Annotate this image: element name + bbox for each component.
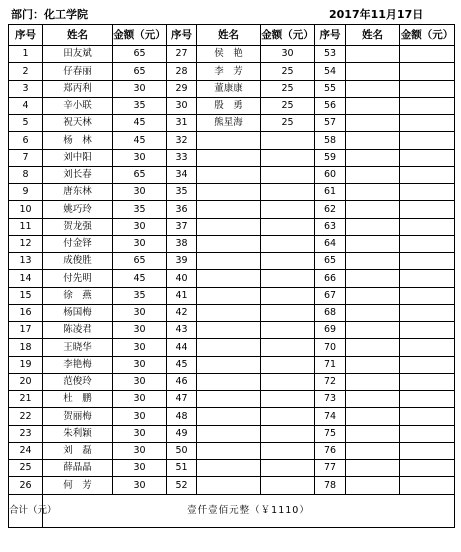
table-cell [346, 373, 400, 390]
table-cell: 70 [315, 339, 346, 356]
table-row [9, 218, 455, 235]
table-cell: 唐东林 [43, 184, 113, 201]
table-cell [400, 322, 455, 339]
table-cell [400, 373, 455, 390]
table-cell: 30 [113, 391, 167, 408]
table-cell: 30 [113, 339, 167, 356]
department-label: 部门：化工学院 [11, 8, 88, 21]
table-cell [261, 477, 315, 494]
table-cell [346, 63, 400, 80]
table-cell: 25 [261, 97, 315, 114]
table-cell: 39 [167, 253, 197, 270]
table-cell: 44 [167, 339, 197, 356]
table-cell: 25 [261, 63, 315, 80]
table-cell: 64 [315, 235, 346, 252]
table-cell: 李艳梅 [43, 356, 113, 373]
table-cell: 8 [9, 166, 43, 183]
table-cell [346, 322, 400, 339]
table-cell [400, 80, 455, 97]
table-cell: 43 [167, 322, 197, 339]
table-cell [346, 97, 400, 114]
table-cell [346, 115, 400, 132]
table-cell: 45 [113, 115, 167, 132]
table-row [9, 391, 455, 408]
table-row [9, 46, 455, 63]
table-cell: 66 [315, 270, 346, 287]
table-cell: 3 [9, 80, 43, 97]
table-cell: 41 [167, 287, 197, 304]
table-cell [197, 287, 261, 304]
table-row [9, 408, 455, 425]
table-cell: 6 [9, 132, 43, 149]
table-cell [346, 408, 400, 425]
column-header: 序号 [9, 25, 43, 46]
table-cell: 76 [315, 442, 346, 459]
table-cell: 57 [315, 115, 346, 132]
table-cell [261, 322, 315, 339]
table-cell [197, 339, 261, 356]
table-cell: 55 [315, 80, 346, 97]
table-cell: 何 芳 [43, 477, 113, 494]
table-cell: 26 [9, 477, 43, 494]
table-cell: 30 [113, 442, 167, 459]
table-cell: 李 芳 [197, 63, 261, 80]
table-row [9, 460, 455, 477]
column-header: 金额（元） [261, 25, 315, 46]
table-cell [346, 477, 400, 494]
table-row [9, 356, 455, 373]
table-cell [346, 132, 400, 149]
table-cell [400, 166, 455, 183]
table-cell [261, 408, 315, 425]
table-row [9, 373, 455, 390]
table-cell [346, 80, 400, 97]
table-cell: 75 [315, 425, 346, 442]
table-row [9, 166, 455, 183]
table-cell: 熊星海 [197, 115, 261, 132]
table-cell: 30 [113, 184, 167, 201]
table-cell: 14 [9, 270, 43, 287]
table-cell: 杨国梅 [43, 304, 113, 321]
column-header: 姓名 [197, 25, 261, 46]
table-cell: 杨 林 [43, 132, 113, 149]
table-cell [197, 304, 261, 321]
column-header: 序号 [167, 25, 197, 46]
table-cell: 30 [113, 408, 167, 425]
table-cell: 23 [9, 425, 43, 442]
table-cell: 37 [167, 218, 197, 235]
table-cell: 25 [261, 115, 315, 132]
table-row [9, 322, 455, 339]
table-cell [197, 253, 261, 270]
table-row [9, 97, 455, 114]
table-cell [346, 425, 400, 442]
table-cell [346, 304, 400, 321]
table-cell: 郑丙利 [43, 80, 113, 97]
table-cell: 30 [113, 460, 167, 477]
table-cell [197, 408, 261, 425]
table-cell: 30 [113, 304, 167, 321]
table-cell [346, 391, 400, 408]
table-cell [261, 149, 315, 166]
table-cell: 32 [167, 132, 197, 149]
table-cell: 18 [9, 339, 43, 356]
table-cell [400, 287, 455, 304]
table-cell [346, 460, 400, 477]
table-row [9, 63, 455, 80]
table-row [9, 80, 455, 97]
table-cell [197, 201, 261, 218]
table-cell [197, 166, 261, 183]
table-cell: 30 [113, 218, 167, 235]
table-cell: 30 [113, 477, 167, 494]
table-cell: 67 [315, 287, 346, 304]
table-cell [346, 166, 400, 183]
table-cell: 16 [9, 304, 43, 321]
table-cell: 刘中阳 [43, 149, 113, 166]
table-cell: 53 [315, 46, 346, 63]
table-cell: 7 [9, 149, 43, 166]
table-cell: 贺丽梅 [43, 408, 113, 425]
table-cell: 贺龙强 [43, 218, 113, 235]
table-cell [197, 391, 261, 408]
table-cell [197, 425, 261, 442]
table-cell: 30 [113, 235, 167, 252]
table-cell: 12 [9, 235, 43, 252]
table-cell [261, 235, 315, 252]
table-cell [400, 356, 455, 373]
column-header: 姓名 [346, 25, 400, 46]
table-cell [346, 356, 400, 373]
table-row [9, 287, 455, 304]
table-cell: 刘长春 [43, 166, 113, 183]
table-cell [400, 63, 455, 80]
table-cell: 11 [9, 218, 43, 235]
table-cell: 56 [315, 97, 346, 114]
table-cell: 祝天林 [43, 115, 113, 132]
table-cell: 25 [261, 80, 315, 97]
total-label: 合计（元） [9, 494, 43, 527]
table-cell: 65 [315, 253, 346, 270]
table-cell: 69 [315, 322, 346, 339]
table-cell [346, 184, 400, 201]
table-cell: 侯 艳 [197, 46, 261, 63]
table-row [9, 184, 455, 201]
table-cell [261, 442, 315, 459]
table-cell [197, 442, 261, 459]
table-cell: 35 [113, 97, 167, 114]
table-cell: 24 [9, 442, 43, 459]
table-row [9, 149, 455, 166]
table-cell: 31 [167, 115, 197, 132]
table-cell: 30 [113, 425, 167, 442]
table-cell [346, 201, 400, 218]
table-cell [400, 477, 455, 494]
table-cell: 50 [167, 442, 197, 459]
table-cell: 35 [167, 184, 197, 201]
table-cell [261, 201, 315, 218]
table-cell: 36 [167, 201, 197, 218]
date-label: 2017年11月17日 [329, 8, 424, 21]
table-cell [400, 460, 455, 477]
table-cell: 58 [315, 132, 346, 149]
table-cell: 29 [167, 80, 197, 97]
table-cell: 61 [315, 184, 346, 201]
table-cell: 35 [113, 201, 167, 218]
table-cell: 77 [315, 460, 346, 477]
table-cell [346, 235, 400, 252]
table-cell: 30 [113, 322, 167, 339]
table-cell: 45 [113, 270, 167, 287]
table-cell: 33 [167, 149, 197, 166]
table-cell: 51 [167, 460, 197, 477]
table-cell: 15 [9, 287, 43, 304]
table-row [9, 339, 455, 356]
table-cell [261, 132, 315, 149]
payment-table [8, 24, 455, 528]
table-cell [197, 373, 261, 390]
table-cell: 73 [315, 391, 346, 408]
table-header-row [9, 25, 455, 46]
table-cell [261, 253, 315, 270]
table-cell: 5 [9, 115, 43, 132]
table-cell: 田友斌 [43, 46, 113, 63]
table-cell [400, 46, 455, 63]
table-cell: 陈凌君 [43, 322, 113, 339]
table-cell: 71 [315, 356, 346, 373]
table-cell: 30 [261, 46, 315, 63]
table-cell [261, 287, 315, 304]
table-cell [400, 132, 455, 149]
table-row [9, 253, 455, 270]
table-cell: 65 [113, 63, 167, 80]
column-header: 金额（元） [113, 25, 167, 46]
table-row [9, 304, 455, 321]
table-cell: 薛晶晶 [43, 460, 113, 477]
table-cell [400, 270, 455, 287]
table-cell: 30 [113, 356, 167, 373]
table-cell [400, 201, 455, 218]
table-cell: 45 [167, 356, 197, 373]
table-cell [261, 166, 315, 183]
table-cell [400, 253, 455, 270]
table-cell [197, 149, 261, 166]
table-cell [346, 46, 400, 63]
table-cell [400, 339, 455, 356]
table-cell: 朱利颖 [43, 425, 113, 442]
table-cell: 78 [315, 477, 346, 494]
table-row [9, 425, 455, 442]
table-cell: 46 [167, 373, 197, 390]
table-row [9, 442, 455, 459]
table-cell: 徐 燕 [43, 287, 113, 304]
table-cell: 付金铎 [43, 235, 113, 252]
table-cell: 22 [9, 408, 43, 425]
table-cell: 辛小联 [43, 97, 113, 114]
table-cell [346, 442, 400, 459]
table-cell: 65 [113, 46, 167, 63]
table-cell [346, 149, 400, 166]
table-cell: 刘 磊 [43, 442, 113, 459]
total-amount: 壹仟壹佰元整（￥1110） [43, 494, 455, 527]
table-cell: 30 [113, 149, 167, 166]
table-cell: 1 [9, 46, 43, 63]
table-cell [197, 132, 261, 149]
table-cell: 27 [167, 46, 197, 63]
table-cell: 48 [167, 408, 197, 425]
table-cell: 21 [9, 391, 43, 408]
table-cell [197, 356, 261, 373]
table-cell: 4 [9, 97, 43, 114]
table-cell: 52 [167, 477, 197, 494]
table-cell: 35 [113, 287, 167, 304]
table-cell [261, 460, 315, 477]
table-cell: 59 [315, 149, 346, 166]
table-cell: 30 [167, 97, 197, 114]
table-cell [197, 184, 261, 201]
table-cell [346, 270, 400, 287]
table-cell: 72 [315, 373, 346, 390]
table-cell: 40 [167, 270, 197, 287]
table-cell: 68 [315, 304, 346, 321]
column-header: 金额（元） [400, 25, 455, 46]
table-cell: 10 [9, 201, 43, 218]
total-row [9, 494, 455, 527]
table-cell [197, 218, 261, 235]
column-header: 姓名 [43, 25, 113, 46]
table-cell: 62 [315, 201, 346, 218]
table-cell: 30 [113, 373, 167, 390]
table-cell: 65 [113, 166, 167, 183]
table-cell: 范俊玲 [43, 373, 113, 390]
table-cell [261, 391, 315, 408]
table-cell [400, 442, 455, 459]
table-cell: 45 [113, 132, 167, 149]
table-cell: 董康康 [197, 80, 261, 97]
table-cell [261, 373, 315, 390]
table-cell [400, 235, 455, 252]
table-cell: 9 [9, 184, 43, 201]
table-cell: 63 [315, 218, 346, 235]
table-cell [261, 304, 315, 321]
table-cell [400, 115, 455, 132]
table-cell [400, 218, 455, 235]
table-cell: 54 [315, 63, 346, 80]
table-cell [197, 477, 261, 494]
table-cell [197, 460, 261, 477]
table-cell [400, 391, 455, 408]
table-cell: 成俊胜 [43, 253, 113, 270]
table-cell: 付先明 [43, 270, 113, 287]
table-cell: 17 [9, 322, 43, 339]
table-cell [261, 356, 315, 373]
table-cell: 47 [167, 391, 197, 408]
table-row [9, 235, 455, 252]
table-cell [400, 425, 455, 442]
table-cell: 34 [167, 166, 197, 183]
table-body [9, 25, 455, 528]
table-cell: 38 [167, 235, 197, 252]
table-cell [261, 218, 315, 235]
table-cell [197, 322, 261, 339]
table-cell [261, 270, 315, 287]
table-cell [197, 270, 261, 287]
table-cell [400, 97, 455, 114]
table-cell [261, 184, 315, 201]
table-cell: 25 [9, 460, 43, 477]
table-cell: 74 [315, 408, 346, 425]
table-row [9, 132, 455, 149]
table-cell [261, 425, 315, 442]
table-cell: 19 [9, 356, 43, 373]
table-cell: 65 [113, 253, 167, 270]
column-header: 序号 [315, 25, 346, 46]
table-cell: 王晓华 [43, 339, 113, 356]
table-cell: 30 [113, 80, 167, 97]
table-cell [197, 235, 261, 252]
table-cell: 28 [167, 63, 197, 80]
table-cell: 13 [9, 253, 43, 270]
table-cell: 仔春丽 [43, 63, 113, 80]
table-row [9, 270, 455, 287]
table-cell [400, 408, 455, 425]
table-cell: 殷 勇 [197, 97, 261, 114]
table-cell [346, 253, 400, 270]
table-row [9, 477, 455, 494]
table-cell: 49 [167, 425, 197, 442]
table-cell [346, 339, 400, 356]
table-cell [400, 184, 455, 201]
table-cell: 姚巧玲 [43, 201, 113, 218]
table-row [9, 115, 455, 132]
table-cell: 20 [9, 373, 43, 390]
table-cell [400, 304, 455, 321]
table-cell: 42 [167, 304, 197, 321]
table-cell: 60 [315, 166, 346, 183]
table-cell [261, 339, 315, 356]
table-cell: 杜 鹏 [43, 391, 113, 408]
table-cell [400, 149, 455, 166]
table-row [9, 201, 455, 218]
table-cell: 2 [9, 63, 43, 80]
table-cell [346, 218, 400, 235]
table-cell [346, 287, 400, 304]
